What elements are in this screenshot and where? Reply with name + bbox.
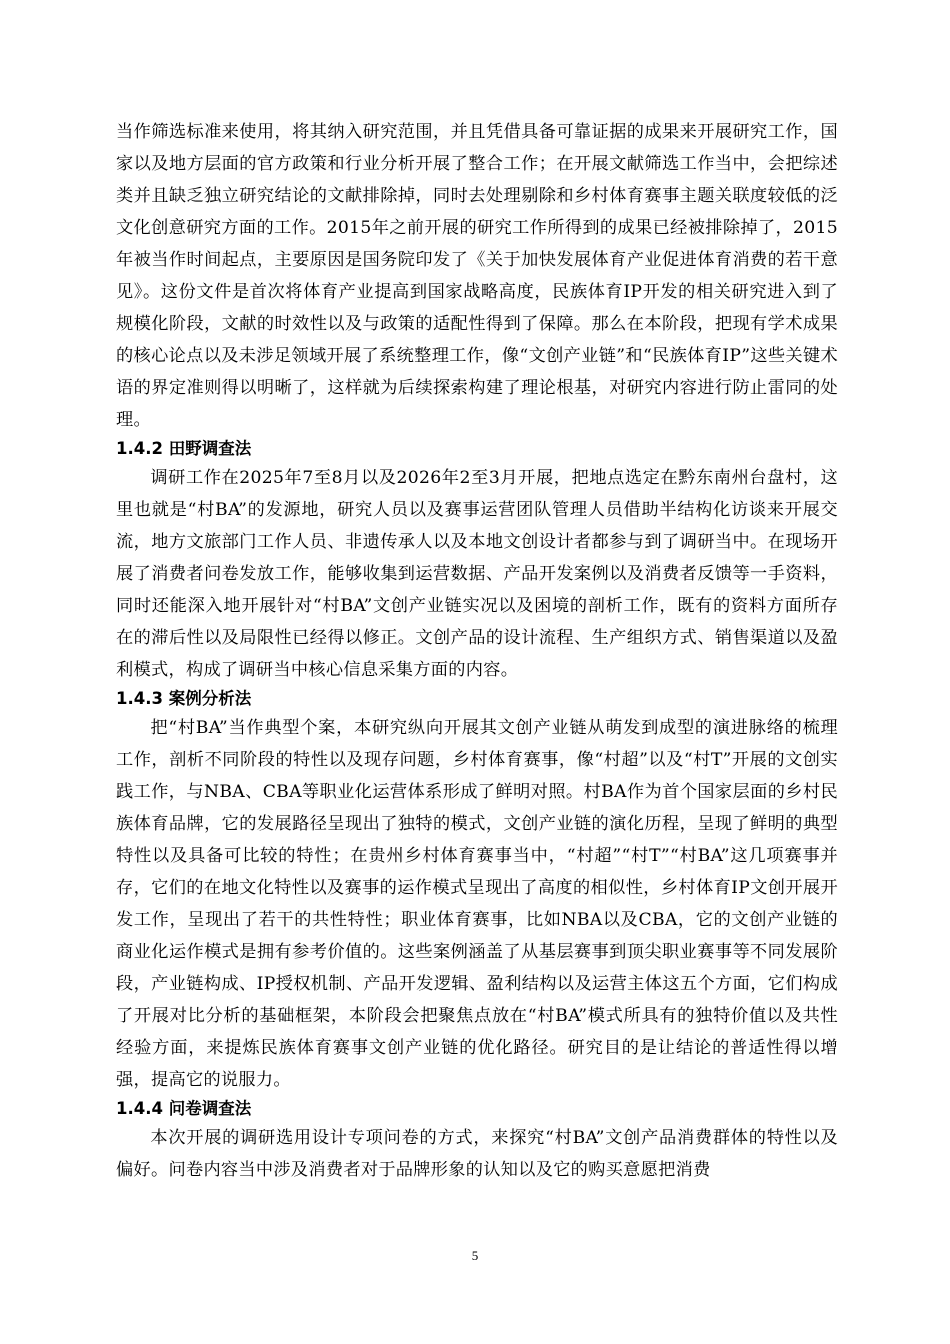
paragraph-field-survey: 调研工作在2025年7至8月以及2026年2至3月开展，把地点选定在黔东南州台盘村，这里也就是“村BA”的发源地，研究人员以及赛事运营团队管理人员借助半结构化访谈来开展交流，地方文旅部门工作人员、非遗传承人以及本地文创设计者都参与到了调研当中。在现场开展了消费者问卷发放工作，能够收集到运营数据、产品开发案例以及消费者反馈等一手资料，同时还能深入地开展针对“村BA”文创产业链实况以及困境的剖析工作，既有的资料方面所存在的滞后性以及局限性已经得以修正。文创产品的设计流程、生产组织方式、销售渠道以及盈利模式，构成了调研当中核心信息采集方面的内容。 bbox=[116, 468, 838, 680]
paragraph-intro-continuation: 当作筛选标准来使用，将其纳入研究范围，并且凭借具备可靠证据的成果来开展研究工作，国家以及地方层面的官方政策和行业分析开展了整合工作；在开展文献筛选工作当中，会把综述类并且缺乏独立研究结论的文献排除掉，同时去处理剔除和乡村体育赛事主题关联度较低的泛文化创意研究方面的工作。2015年之前开展的研究工作所得到的成果已经被排除掉了，2015年被当作时间起点，主要原因是国务院印发了《关于加快发展体育产业促进体育消费的若干意见》。这份文件是首次将体育产业提高到国家战略高度，民族体育IP开发的相关研究进入到了规模化阶段，文献的时效性以及与政策的适配性得到了保障。那么在本阶段，把现有学术成果的核心论点以及未涉足领域开展了系统整理工作，像“文创产业链”和“民族体育IP”这些关键术语的界定准则得以明晰了，这样就为后续探索构建了理论根基，对研究内容进行防止雷同的处理。 bbox=[116, 122, 838, 430]
paragraph-questionnaire: 本次开展的调研选用设计专项问卷的方式，来探究“村BA”文创产品消费群体的特性以及偏好。问卷内容当中涉及消费者对于品牌形象的认知以及它的购买意愿把消费 bbox=[116, 1128, 838, 1180]
paragraph-case-analysis: 把“村BA”当作典型个案，本研究纵向开展其文创产业链从萌发到成型的演进脉络的梳理工作，剖析不同阶段的特性以及现存问题，乡村体育赛事，像“村超”以及“村T”开展的文创实践工作，与NBA、CBA等职业化运营体系形成了鲜明对照。村BA作为首个国家层面的乡村民族体育品牌，它的发展路径呈现出了独特的模式，文创产业链的演化历程，呈现了鲜明的典型特性以及具备可比较的特性；在贵州乡村体育赛事当中，“村超”“村T”“村BA”这几项赛事并存，它们的在地文化特性以及赛事的运作模式呈现出了高度的相似性，乡村体育IP文创开展开发工作，呈现出了若干的共性特性；职业体育赛事，比如NBA以及CBA，它的文创产业链的商业化运作模式是拥有参考价值的。这些案例涵盖了从基层赛事到顶尖职业赛事等不同发展阶段，产业链构成、IP授权机制、产品开发逻辑、盈利结构以及运营主体这五个方面，它们构成了开展对比分析的基础框架，本阶段会把聚焦点放在“村BA”模式所具有的独特价值以及共性经验方面，来提炼民族体育赛事文创产业链的优化路径。研究目的是让结论的普适性得以增强，提高它的说服力。 bbox=[116, 718, 838, 1090]
section-heading-field-survey: 1.4.2 田野调查法 bbox=[116, 439, 252, 458]
section-heading-questionnaire: 1.4.4 问卷调查法 bbox=[116, 1099, 252, 1118]
page-body bbox=[116, 116, 838, 1186]
section-heading-case-analysis: 1.4.3 案例分析法 bbox=[116, 689, 252, 708]
page-number: 5 bbox=[471, 1248, 479, 1263]
